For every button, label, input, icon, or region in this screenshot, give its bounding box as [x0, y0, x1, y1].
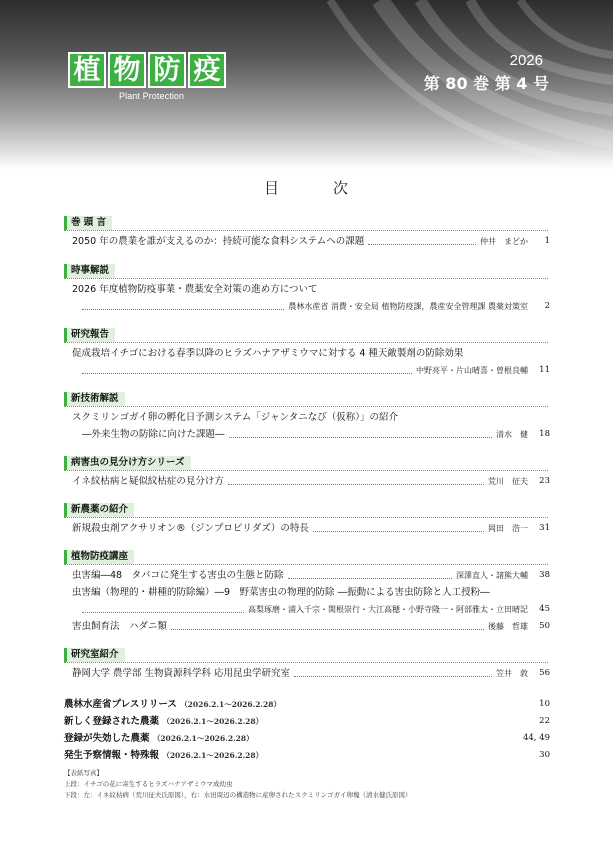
- toc-entry[interactable]: [72, 568, 550, 582]
- logo-subtitle: Plant Protection: [119, 91, 185, 101]
- section-divider: [64, 278, 548, 279]
- toc-entry[interactable]: [72, 585, 550, 599]
- misc-entry[interactable]: [64, 714, 550, 728]
- dot-leader: [313, 531, 484, 532]
- section-label: 時事解説: [64, 264, 115, 278]
- entry-page: 44, 49: [522, 733, 550, 743]
- dot-leader: [229, 437, 492, 438]
- entry-page: 38: [539, 570, 550, 580]
- entry-title: 害虫飼育法 ハダニ類: [72, 621, 168, 632]
- entry-page: 30: [539, 750, 550, 760]
- dot-leader: [82, 612, 244, 613]
- toc-entry-author-line: [82, 602, 550, 616]
- entry-page: 22: [539, 716, 550, 726]
- logo-char: 防: [148, 52, 186, 88]
- entry-page: 31: [539, 523, 550, 533]
- section-label: 巻 頭 言: [64, 216, 112, 230]
- logo-char: 疫: [188, 52, 226, 88]
- caption-top: 上段：イチゴの花に寄生するヒラズハナアザミウマ成幼虫: [64, 780, 233, 788]
- dot-leader: [228, 484, 484, 485]
- entry-title: 2026 年度植物防疫事業・農薬安全対策の進め方について: [72, 284, 318, 295]
- caption-heading: 【表紙写真】: [64, 769, 103, 777]
- cover-header: [0, 0, 613, 170]
- section-divider: [64, 342, 548, 343]
- section-divider: [64, 662, 548, 663]
- spacer: [258, 741, 508, 742]
- entry-page: 56: [539, 668, 550, 678]
- issue-volume: 第 80 巻 第 4 号: [423, 74, 549, 93]
- dot-leader: [82, 309, 284, 310]
- cover-photo-caption: [64, 768, 412, 801]
- section-divider: [64, 470, 548, 471]
- entry-page: 18: [539, 429, 550, 439]
- entry-subtitle: ―外来生物の防除に向けた課題―: [82, 429, 225, 440]
- entry-author: 笠井 敦: [496, 669, 528, 678]
- logo-char: 物: [108, 52, 146, 88]
- toc-entry[interactable]: [72, 346, 550, 360]
- entry-title: 虫害編（物理的・耕種的防除編）―9 野菜害虫の物理的防除 ―振動による害虫防除と人工授粉―: [72, 587, 490, 598]
- entry-author: 清水 健: [496, 430, 528, 439]
- toc-entry[interactable]: [72, 410, 550, 424]
- entry-title: イネ紋枯病と疑似紋枯症の見分け方: [72, 476, 224, 487]
- entry-author: 高梨琢磨・浦入千宗・関根崇行・大江高穂・小野寺隆一・阿部雅太・立田晴記: [248, 605, 528, 614]
- entry-author: 深澤直人・諸熊大輔: [456, 571, 528, 580]
- entry-page: 45: [539, 604, 550, 614]
- dot-leader: [294, 676, 492, 677]
- spacer: [267, 724, 508, 725]
- toc-entry-author-line: [82, 299, 550, 313]
- misc-title: 農林水産省プレスリリース （2026.2.1～2026.2.28）: [64, 699, 281, 710]
- misc-entry[interactable]: [64, 731, 550, 745]
- entry-author: 中野亮平・片山晴喜・曽根良輔: [416, 366, 528, 375]
- entry-title: スクミリンゴガイ卵の孵化日予測システム「ジャンタニなび（仮称）」の紹介: [72, 412, 398, 423]
- entry-author: 後藤 哲雄: [488, 622, 528, 631]
- toc-entry[interactable]: [72, 282, 550, 296]
- magazine-logo: [68, 52, 228, 88]
- entry-page: 1: [544, 236, 550, 246]
- toc-entry[interactable]: [72, 666, 550, 680]
- toc-entry-author-line: [82, 363, 550, 377]
- entry-page: 23: [539, 476, 550, 486]
- misc-title: 登録が失効した農薬 （2026.2.1～2026.2.28）: [64, 733, 254, 744]
- misc-title: 発生予察情報・特殊報 （2026.2.1～2026.2.28）: [64, 750, 264, 761]
- logo-char: 植: [68, 52, 106, 88]
- section-label: 研究室紹介: [64, 648, 125, 662]
- spacer: [267, 758, 508, 759]
- toc-entry[interactable]: [72, 234, 550, 248]
- section-divider: [64, 406, 548, 407]
- dot-leader: [171, 629, 484, 630]
- misc-entry[interactable]: [64, 748, 550, 762]
- entry-title: 新規殺虫剤アクサリオン®（ジンプロピリダズ）の特長: [72, 523, 309, 534]
- entry-page: 2: [544, 301, 550, 311]
- section-divider: [64, 230, 548, 231]
- section-divider: [64, 517, 548, 518]
- section-label: 新農薬の紹介: [64, 503, 134, 517]
- entry-title: 虫害編―48 タバコに発生する害虫の生態と防除: [72, 570, 284, 581]
- entry-title: 促成栽培イチゴにおける春季以降のヒラズハナアザミウマに対する 4 種天敵製剤の防除効果: [72, 348, 464, 359]
- toc-entry[interactable]: [72, 474, 550, 488]
- section-label: 病害虫の見分け方シリーズ: [64, 456, 191, 470]
- entry-author: 荒川 征夫: [488, 477, 528, 486]
- entry-author: 農林水産省 消費・安全局 植物防疫課，農産安全管理課 農薬対策室: [288, 302, 528, 311]
- dot-leader: [288, 578, 453, 579]
- dot-leader: [368, 244, 476, 245]
- misc-title: 新しく登録された農薬 （2026.2.1～2026.2.28）: [64, 716, 264, 727]
- section-divider: [64, 564, 548, 565]
- caption-bottom: 下段：左：イネ紋枯病（荒川征夫氏原図），右：水田周辺の構造物に産卵されたスクミリンゴガイ卵塊（清水健氏原図）: [64, 791, 412, 799]
- entry-title: 2050 年の農業を誰が支えるのか：持続可能な食料システムへの課題: [72, 236, 365, 247]
- entry-author: 岡田 浩一: [488, 524, 528, 533]
- toc-entry-subtitle-line: [82, 427, 550, 441]
- toc-entry[interactable]: [72, 521, 550, 535]
- section-label: 植物防疫講座: [64, 550, 134, 564]
- section-label: 新技術解説: [64, 392, 125, 406]
- dot-leader: [82, 373, 412, 374]
- spacer: [285, 707, 508, 708]
- entry-page: 50: [539, 621, 550, 631]
- entry-page: 10: [539, 699, 550, 709]
- entry-author: 仲井 まどか: [480, 237, 528, 246]
- misc-entry[interactable]: [64, 697, 550, 711]
- toc-title: 目次: [264, 179, 403, 197]
- issue-year: 2026: [509, 52, 543, 69]
- entry-title: 静岡大学 農学部 生物資源科学科 応用昆虫学研究室: [72, 668, 291, 679]
- toc-entry[interactable]: [72, 619, 550, 633]
- section-label: 研究報告: [64, 328, 115, 342]
- entry-page: 11: [539, 365, 550, 375]
